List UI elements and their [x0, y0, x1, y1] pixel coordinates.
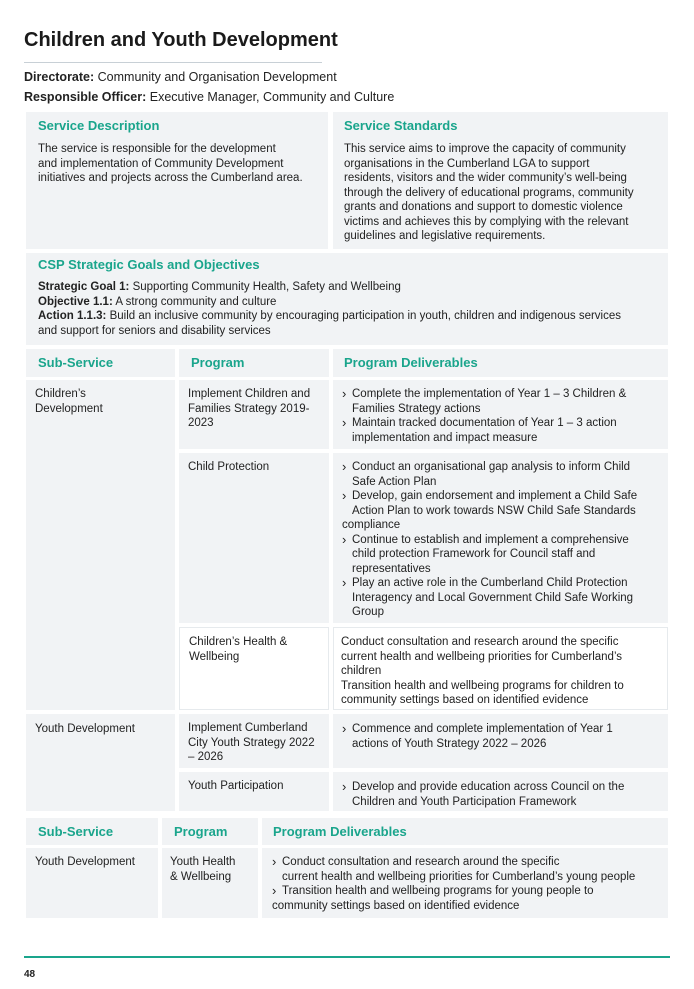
service-description-panel — [26, 112, 328, 249]
deliverable-line: › Develop and provide education across Council on the — [352, 781, 625, 793]
service-standards-line: organisations in the Cumberland LGA to support — [344, 157, 590, 170]
deliverable-line: community settings based on identified evidence — [272, 899, 520, 912]
deliverable-line: Group — [352, 606, 384, 618]
action-line — [38, 309, 656, 324]
header-label: Program — [174, 824, 228, 839]
deliverable-item — [342, 416, 658, 445]
deliverable-line: child protection Framework for Council staff and — [352, 548, 596, 560]
action-value: Build an inclusive community by encouraging participation in youth, children and indigenous services — [109, 310, 621, 322]
deliverable-line: Conduct consultation and research around the specific — [341, 636, 619, 648]
table1-header-subservice — [26, 349, 175, 377]
deliverable-line: implementation and impact measure — [352, 431, 538, 444]
deliverable-line: representatives — [352, 562, 431, 575]
program-cell — [162, 848, 258, 918]
deliverable-line: › Complete the implementation of Year 1 – 3 Children & — [352, 388, 627, 400]
program-label: Families Strategy 2019- — [188, 402, 310, 415]
program-cell — [179, 627, 329, 710]
program-cell — [179, 380, 329, 449]
action-label: Action 1.1.3: — [38, 310, 107, 322]
service-standards-text — [344, 142, 658, 244]
deliverable-item — [342, 722, 658, 751]
action-line-cont: and support for seniors and disability services — [38, 324, 271, 337]
program-label: Youth Health — [170, 856, 236, 868]
deliverable-line: › Conduct consultation and research around the specific — [282, 856, 560, 868]
deliverable-item — [272, 884, 658, 899]
objective-value: A strong community and culture — [115, 295, 277, 308]
deliverables-cell — [333, 453, 668, 623]
service-description-text — [38, 142, 316, 186]
service-standards-heading: Service Standards — [344, 118, 458, 133]
deliverable-item — [342, 576, 658, 620]
deliverable-line: Interagency and Local Government Child Safe Working — [352, 591, 634, 604]
deliverable-line: › Continue to establish and implement a comprehensive — [352, 533, 629, 546]
deliverables-cell — [333, 714, 668, 768]
deliverable-line: actions of Youth Strategy 2022 – 2026 — [352, 737, 547, 750]
deliverable-line: › Conduct an organisational gap analysis to inform Child — [352, 461, 631, 473]
program-label: Children’s Health & — [189, 636, 288, 648]
subservice-label: Youth Development — [35, 856, 135, 868]
directorate-label: Directorate: — [24, 70, 95, 84]
table1-header-program — [179, 349, 329, 377]
strategic-goal-line — [38, 280, 656, 295]
deliverable-line: › Transition health and wellbeing programs for young people to — [282, 885, 594, 897]
service-standards-line: grants and donations and support to domestic violence — [344, 201, 623, 213]
program-label: 2023 — [188, 417, 214, 429]
subservice-cell-children — [26, 380, 175, 710]
deliverables-cell — [262, 848, 668, 918]
deliverable-line: › Commence and complete implementation of Year 1 — [352, 723, 613, 735]
deliverable-line: Families Strategy actions — [352, 402, 481, 415]
table2-header-program — [162, 818, 258, 845]
deliverable-line: › Play an active role in the Cumberland Child Protection — [352, 577, 628, 589]
service-standards-line: This service aims to improve the capacity of community — [344, 143, 626, 155]
officer-label: Responsible Officer: — [24, 90, 147, 104]
deliverables-cell — [333, 772, 668, 811]
directorate-value: Community and Organisation Development — [97, 70, 337, 84]
service-standards-panel — [333, 112, 668, 249]
page-number: 48 — [24, 969, 36, 980]
service-description-line: The service is responsible for the development — [38, 143, 276, 155]
service-standards-line: victims and achieves this by complying with the relevant — [344, 215, 629, 228]
strategic-goal-value: Supporting Community Health, Safety and Wellbeing — [132, 281, 401, 293]
service-description-line: initiatives and projects across the Cumberland area. — [38, 172, 303, 184]
program-label: & Wellbeing — [170, 870, 232, 883]
deliverable-item — [342, 780, 658, 809]
subservice-cell-youth — [26, 848, 158, 918]
subservice-cell-youth — [26, 714, 175, 811]
csp-heading: CSP Strategic Goals and Objectives — [38, 257, 260, 272]
responsible-officer-line — [24, 90, 394, 105]
program-label: Youth Participation — [188, 780, 284, 792]
deliverable-line: current health and wellbeing priorities for Cumberland’s — [341, 650, 623, 663]
objective-label: Objective 1.1: — [38, 295, 113, 308]
deliverable-item — [272, 855, 658, 884]
program-label: Implement Children and — [188, 388, 311, 400]
deliverable-line: Transition health and wellbeing programs for children to — [341, 679, 624, 692]
deliverable-line: Safe Action Plan — [352, 475, 437, 488]
header-label: Program Deliverables — [344, 355, 478, 370]
subservice-label: Youth Development — [35, 723, 135, 735]
subservice-label: Children’s — [35, 388, 86, 400]
deliverable-line: Children and Youth Participation Framework — [352, 795, 577, 808]
csp-text — [38, 280, 656, 338]
deliverable-item — [342, 489, 658, 518]
deliverable-line: compliance — [342, 519, 401, 531]
deliverable-line: children — [341, 665, 382, 677]
footer-divider — [24, 956, 670, 958]
header-label: Sub-Service — [38, 824, 114, 839]
objective-line — [38, 295, 656, 310]
header-label: Program — [191, 355, 245, 370]
directorate-line — [24, 70, 337, 85]
header-label: Program Deliverables — [273, 824, 407, 839]
service-description-heading: Service Description — [38, 118, 160, 133]
deliverable-line: › Develop, gain endorsement and implement a Child Safe — [352, 490, 638, 502]
deliverable-item — [342, 387, 658, 416]
table2-header-subservice — [26, 818, 158, 845]
officer-value: Executive Manager, Community and Culture — [149, 90, 395, 104]
deliverable-item — [342, 533, 658, 577]
program-cell — [179, 453, 329, 623]
program-label: – 2026 — [188, 751, 224, 763]
deliverable-item — [342, 460, 658, 489]
program-label: Child Protection — [188, 461, 270, 473]
deliverable-line: community settings based on identified evidence — [341, 694, 589, 706]
title-divider — [24, 62, 322, 63]
subservice-label: Development — [35, 402, 103, 415]
program-cell — [179, 772, 329, 811]
program-label: Wellbeing — [189, 650, 240, 663]
deliverables-cell — [333, 380, 668, 449]
deliverable-line: › Maintain tracked documentation of Year 1 – 3 action — [352, 417, 617, 429]
csp-panel — [26, 253, 668, 345]
deliverables-cell — [333, 627, 668, 710]
page-title: Children and Youth Development — [24, 29, 338, 51]
program-cell — [179, 714, 329, 768]
table1-header-deliverables — [333, 349, 668, 377]
service-standards-line: through the delivery of educational programs, community — [344, 186, 634, 199]
table2-header-deliverables — [262, 818, 668, 845]
service-standards-line: guidelines and legislative requirements. — [344, 230, 546, 242]
service-description-line: and implementation of Community Development — [38, 157, 284, 170]
header-label: Sub-Service — [38, 355, 114, 370]
strategic-goal-label: Strategic Goal 1: — [38, 281, 130, 293]
program-label: City Youth Strategy 2022 — [188, 736, 315, 749]
deliverable-line: Action Plan to work towards NSW Child Safe Standards — [352, 504, 636, 517]
service-standards-line: residents, visitors and the wider community’s well-being — [344, 172, 627, 184]
program-label: Implement Cumberland — [188, 722, 308, 734]
deliverable-line: current health and wellbeing priorities for Cumberland’s young people — [282, 870, 636, 883]
